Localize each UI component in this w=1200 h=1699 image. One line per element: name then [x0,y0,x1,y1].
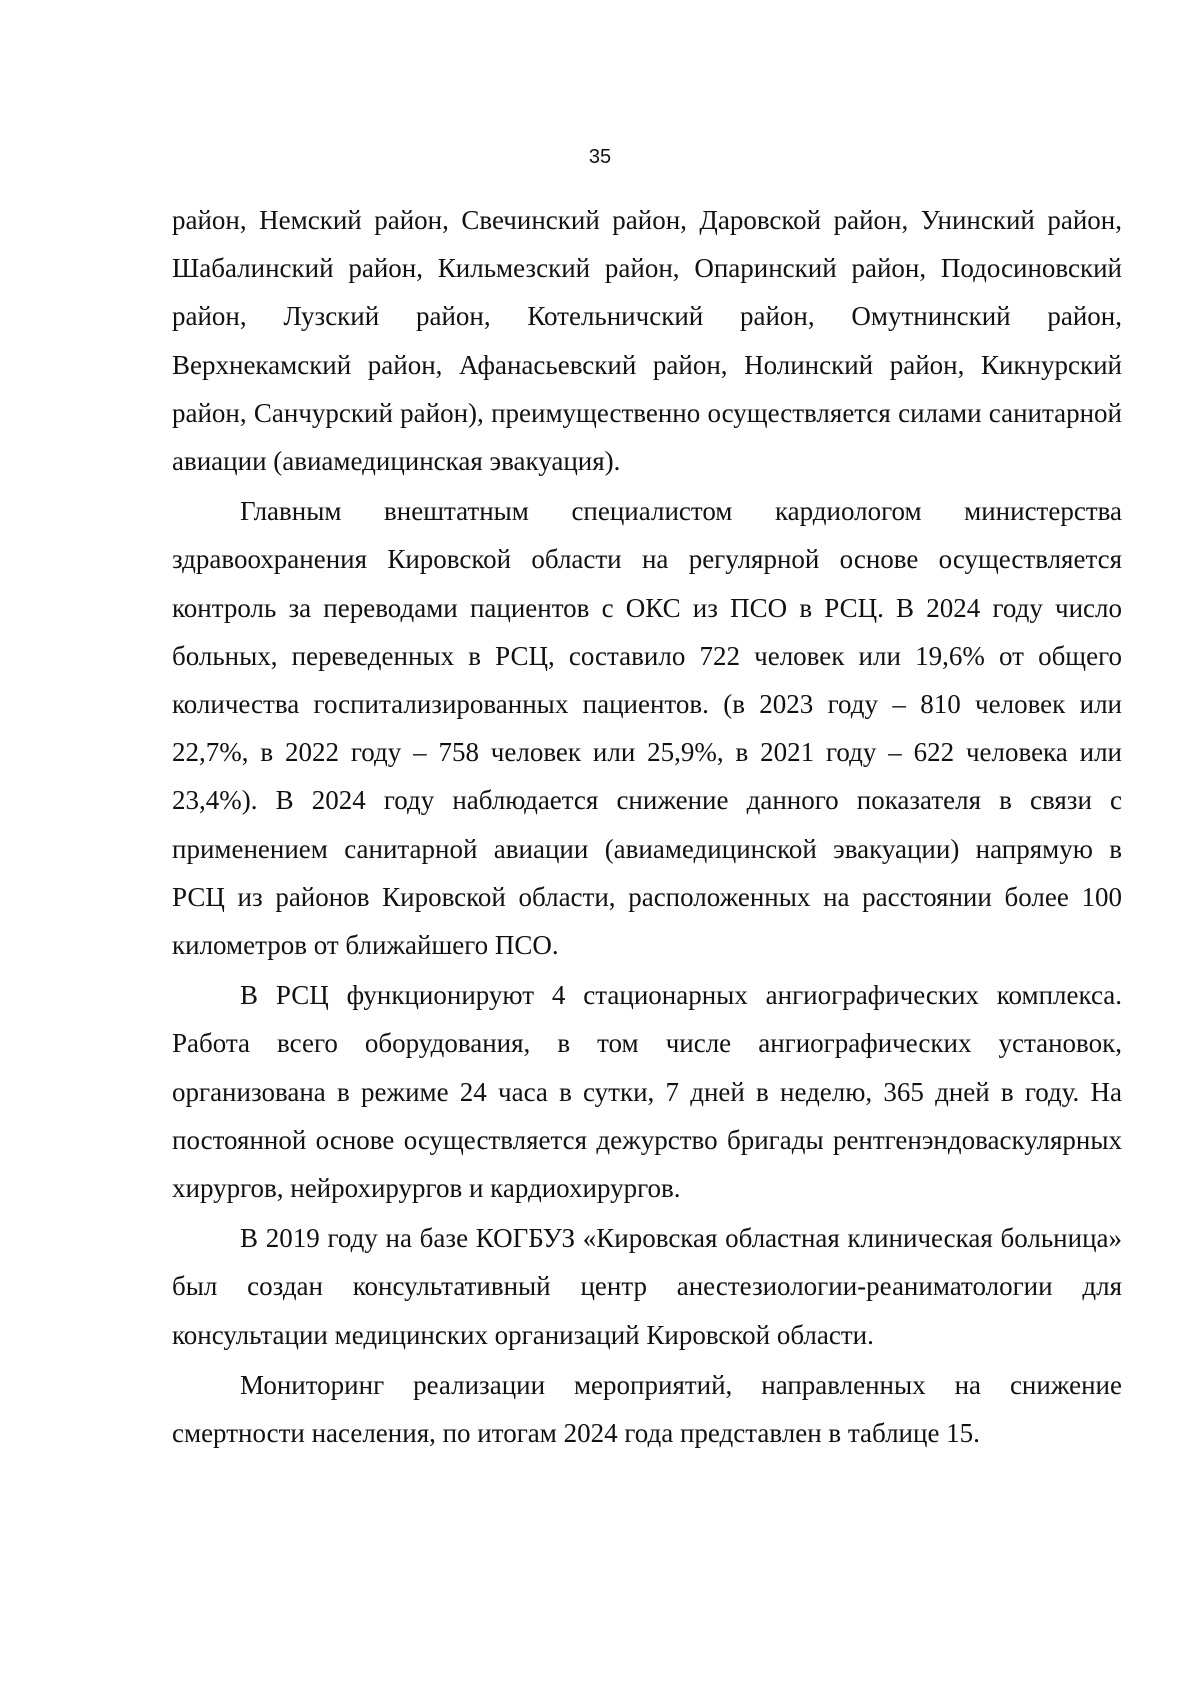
paragraph-transfers: Главным внештатным специалистом кардиологом министерства здравоохранения Кировской области на регулярной основе осуществляется контроль за переводами пациентов с ОКС из ПСО в РСЦ. В 2024 году число больных, переведенных в РСЦ, составило 722 человек или 19,6% от общего количества госпитализированных пациентов. (в 2023 году – 810 человек или 22,7%, в 2022 году – 758 человек или 25,9%, в 2021 году – 622 человека или 23,4%). В 2024 году наблюдается снижение данного показателя в связи с применением санитарной авиации (авиамедицинской эвакуации) напрямую в РСЦ из районов Кировской области, расположенных на расстоянии более 100 километров от ближайшего ПСО. [172,496,1122,961]
paragraph-consult-center: В 2019 году на базе КОГБУЗ «Кировская областная клиническая больница» был создан консультативный центр анестезиологии-реаниматологии для консультации медицинских организаций Кировской области. [172,1223,1122,1350]
paragraph-angiography: В РСЦ функционируют 4 стационарных ангиографических комплекса. Работа всего оборудования, в том числе ангиографических установок, организована в режиме 24 часа в сутки, 7 дней в неделю, 365 дней в году. На постоянной основе осуществляется дежурство бригады рентгенэндоваскулярных хирургов, нейрохирургов и кардиохирургов. [172,980,1122,1204]
paragraph-continuation: район, Немский район, Свечинский район, Даровской район, Унинский район, Шабалинский район, Кильмезский район, Опаринский район, Подосиновский район, Лузский район, Котельничский район, Омутнинский район, Верхнекамский район, Афанасьевский район, Нолинский район, Кикнурский район, Санчурский район), преимущественно осуществляется силами санитарной авиации (авиамедицинская эвакуация). [172,205,1122,477]
body-text [172,196,1122,1457]
page-number: 35 [588,146,612,168]
paragraph-monitoring: Мониторинг реализации мероприятий, направленных на снижение смертности населения, по итогам 2024 года представлен в таблице 15. [172,1369,1122,1449]
